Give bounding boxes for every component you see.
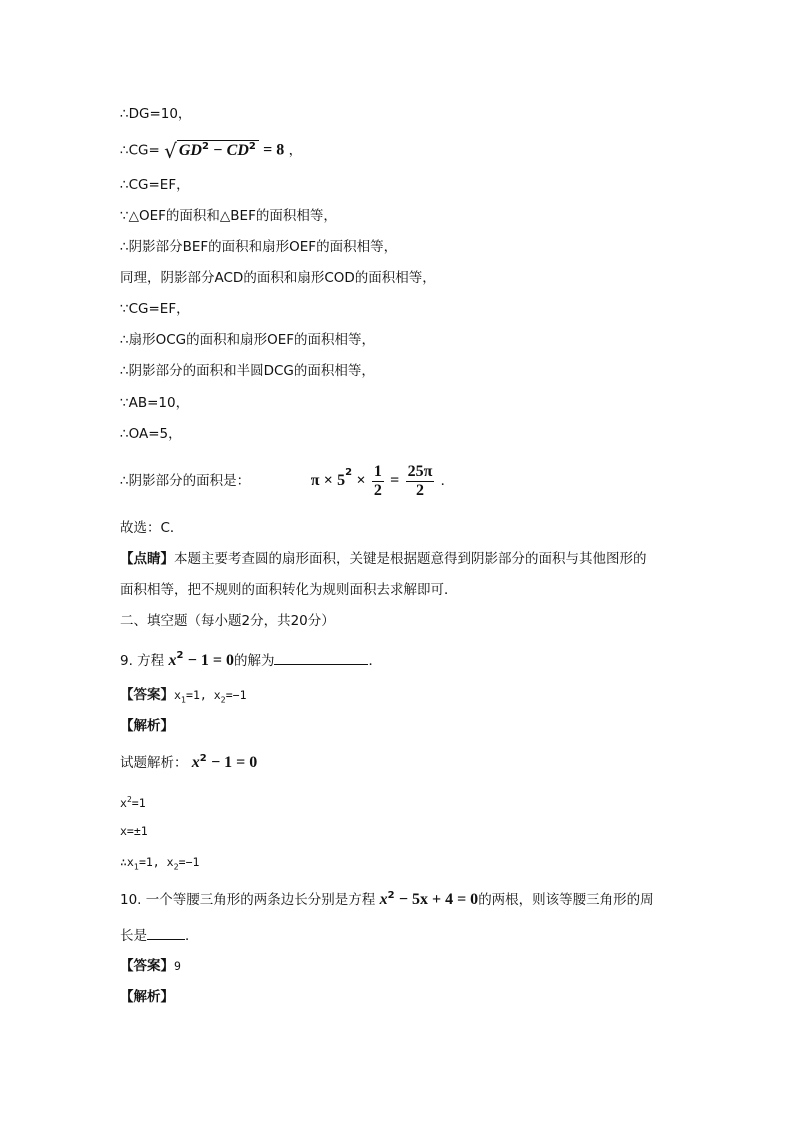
q9-step-4-sub2: 2: [173, 862, 179, 872]
q10-exponent: 2: [387, 890, 395, 901]
q9-step-1-label: 试题解析：: [120, 755, 188, 771]
q10-answer-blank: [147, 925, 185, 940]
five-exponent: 2: [345, 467, 353, 478]
comment-text: 本题主要考查圆的扇形面积，关键是根据题意得到阴影部分的面积与其他图形的: [174, 551, 647, 567]
line-semicircle: ∴阴影部分的面积和半圆DCG的面积相等，: [120, 363, 375, 379]
q10-analysis-tag: 【解析】: [120, 989, 174, 1005]
fraction-result-numerator: 25π: [407, 462, 433, 480]
q10-x: x: [379, 891, 388, 908]
line-shaded-bef: ∴阴影部分BEF的面积和扇形OEF的面积相等，: [120, 239, 398, 255]
question-9: [120, 650, 382, 671]
q9-step-1-rest: − 1 = 0: [211, 754, 258, 771]
fraction-result: [406, 463, 435, 500]
q9-step-2-exponent: 2: [126, 795, 132, 804]
q9-step-2-rest: =1: [131, 795, 146, 810]
q9-step-2-x: x: [120, 795, 127, 810]
q10-equation-rest: − 5x + 4 = 0: [398, 891, 479, 908]
line-cg-prefix: ∴CG=: [120, 142, 160, 159]
gd-term: GD: [178, 142, 202, 159]
q9-prefix: 9. 方程: [120, 653, 165, 669]
q9-answer-x1: x: [174, 688, 181, 702]
q9-exponent: 2: [176, 650, 184, 661]
q10-end: ．: [185, 928, 199, 944]
q9-end: ．: [368, 653, 382, 669]
line-cg-ef-2: ∵CG=EF，: [120, 301, 190, 317]
times-2: ×: [356, 472, 366, 489]
q9-step-1-exponent: 2: [199, 753, 207, 764]
line-ab: ∵AB=10，: [120, 395, 190, 411]
q9-answer-blank: [274, 650, 368, 665]
q9-step-3: x=±1: [120, 824, 148, 838]
q10-post: 的两根，则该等腰三角形的周: [478, 892, 654, 908]
q9-step-4-sub1: 1: [133, 862, 139, 872]
q9-step-4-prefix: ∴x: [120, 855, 134, 869]
line-choice: 故选：C．: [120, 520, 184, 536]
five: 5: [337, 472, 346, 489]
q9-equation-rest: − 1 = 0: [187, 652, 234, 669]
q9-step-1: [120, 753, 257, 773]
section-heading: 二、填空题（每小题2分，共20分）: [120, 613, 335, 629]
q9-step-4: [120, 852, 199, 878]
line-sector-ocg: ∴扇形OCG的面积和扇形OEF的面积相等，: [120, 332, 376, 348]
area-end: ．: [440, 473, 455, 489]
line-oa: ∴OA=5，: [120, 426, 182, 442]
q9-step-1-x: x: [191, 754, 200, 771]
comment-tag: 【点睛】: [120, 551, 174, 567]
times-1: ×: [323, 472, 333, 489]
q9-analysis-tag: 【解析】: [120, 718, 174, 734]
line-shaded-acd: 同理，阴影部分ACD的面积和扇形COD的面积相等，: [120, 270, 436, 286]
line-dg: ∴DG=10，: [120, 106, 192, 122]
q9-answer-end: =−1: [225, 688, 247, 702]
q10-answer-tag: 【答案】: [120, 958, 174, 974]
q9-post: 的解为: [233, 653, 275, 669]
line-cg-sqrt: [120, 140, 302, 161]
fraction-half-numerator: 1: [373, 462, 382, 480]
line-cg-suffix: ，: [288, 142, 303, 159]
q9-answer: [120, 685, 247, 711]
q9-step-4-mid: =1, x: [138, 855, 174, 869]
fraction-half: [372, 463, 384, 500]
equals-eight: = 8: [263, 141, 285, 159]
q9-x: x: [168, 652, 177, 669]
line-triangle-area: ∵△OEF的面积和△BEF的面积相等，: [120, 208, 337, 224]
question-10-line-2: [120, 925, 199, 946]
line-comment: [120, 549, 647, 569]
q10-answer-value: 9: [174, 959, 181, 973]
cd-exponent: 2: [248, 141, 256, 152]
q9-answer-mid: =1, x: [186, 688, 221, 702]
radical-sign: √: [164, 139, 177, 163]
fraction-half-denominator: 2: [373, 481, 382, 499]
q9-answer-tag: 【答案】: [120, 687, 174, 703]
line-comment-2: 面积相等，把不规则的面积转化为规则面积去求解即可．: [120, 582, 458, 598]
q9-step-2: [120, 790, 146, 813]
equals-sign: =: [390, 472, 400, 489]
fraction-result-denominator: 2: [415, 481, 424, 499]
q9-answer-sub2: 2: [220, 695, 226, 705]
q10-answer: [120, 956, 181, 976]
area-label: ∴阴影部分的面积是：: [120, 473, 251, 489]
pi-symbol: π: [310, 472, 320, 489]
q10-line2-text: 长是: [120, 928, 147, 944]
question-10: [120, 890, 654, 910]
gd-exponent: 2: [201, 141, 209, 152]
q9-step-4-end: =−1: [178, 855, 200, 869]
line-area-result: [120, 462, 454, 500]
q10-prefix: 10. 一个等腰三角形的两条边长分别是方程: [120, 892, 376, 908]
minus-sign: −: [213, 142, 223, 159]
q9-answer-sub1: 1: [180, 695, 187, 705]
sqrt-expression: [164, 140, 259, 161]
cd-term: CD: [226, 142, 249, 159]
line-cg-ef: ∴CG=EF，: [120, 177, 190, 193]
